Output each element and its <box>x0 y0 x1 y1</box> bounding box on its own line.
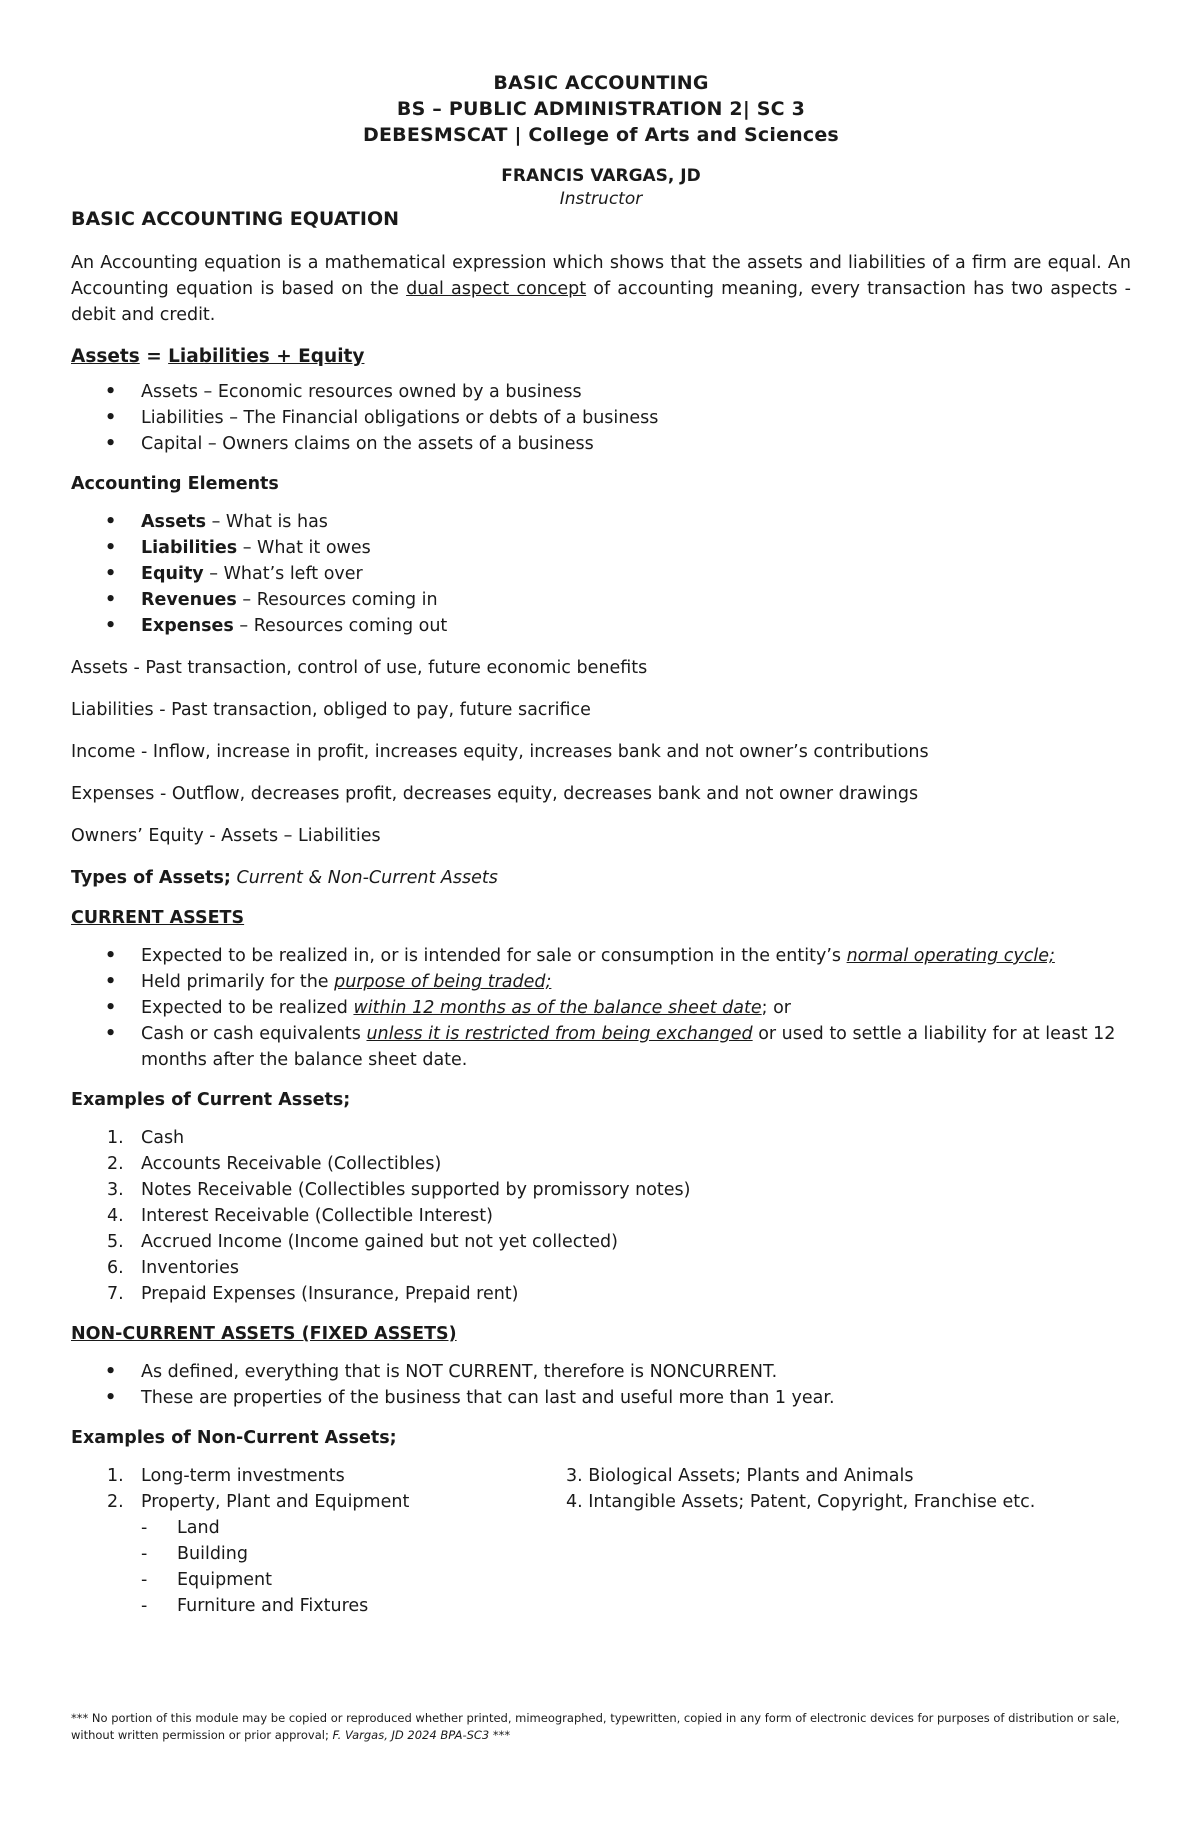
types-of-assets: Types of Assets; Current & Non-Current Assets <box>71 868 498 888</box>
instructor-name: FRANCIS VARGAS, JD <box>501 166 701 186</box>
list-item: • Cash or cash equivalents unless it is restricted from being exchanged or used to settle a liability for at least 12 months after the balance sheet date. <box>105 1024 1116 1070</box>
list-item: • Held primarily for the purpose of being traded; <box>105 972 552 992</box>
list-item: • Equity – What’s left over <box>105 564 363 584</box>
list-item: 1. Cash <box>107 1128 185 1148</box>
list-item: • Expected to be realized within 12 months as of the balance sheet date; or <box>105 998 791 1018</box>
list-item: - Furniture and Fixtures <box>141 1596 369 1616</box>
list-item: - Equipment <box>141 1570 272 1590</box>
list-item: 4. Interest Receivable (Collectible Interest) <box>107 1206 493 1226</box>
current-assets-list <box>71 943 1131 1073</box>
equation-rhs: Liabilities + Equity <box>168 346 365 367</box>
accounting-equation <box>71 346 1131 367</box>
non-current-examples-list <box>71 1463 566 1515</box>
list-item: • Revenues – Resources coming in <box>105 590 438 610</box>
liabilities-line: Liabilities - Past transaction, obliged to pay, future sacrifice <box>71 700 591 720</box>
list-item: 3. Biological Assets; Plants and Animals <box>566 1466 914 1486</box>
list-item: • Liabilities – What it owes <box>105 538 371 558</box>
current-examples-title: Examples of Current Assets; <box>71 1090 351 1110</box>
current-examples-list <box>71 1125 1131 1307</box>
list-item: 6. Inventories <box>107 1258 239 1278</box>
intro-paragraph <box>71 250 1131 328</box>
course-title: BASIC ACCOUNTING <box>493 72 709 94</box>
document-page <box>71 70 1131 1619</box>
list-item: 7. Prepaid Expenses (Insurance, Prepaid rent) <box>107 1284 519 1304</box>
list-item: - Land <box>141 1518 220 1538</box>
elements-list <box>71 509 1131 639</box>
equation-assets: Assets <box>71 346 140 367</box>
intro-text-1: An Accounting equation is a mathematical expression which shows that the assets and liabilities of a firm are equal. An Accounting equation is based on the <box>71 253 1131 299</box>
section-title: BASIC ACCOUNTING EQUATION <box>71 208 400 230</box>
list-item: • Expected to be realized in, or is intended for sale or consumption in the entity’s normal operating cycle; <box>105 946 1055 966</box>
list-item: • Liabilities – The Financial obligations or debts of a business <box>105 408 659 428</box>
instructor-role: Instructor <box>559 189 643 209</box>
elements-title: Accounting Elements <box>71 474 279 494</box>
list-item: • These are properties of the business that can last and useful more than 1 year. <box>105 1388 835 1408</box>
list-item: 2. Property, Plant and Equipment <box>107 1492 410 1512</box>
program-line: BS – PUBLIC ADMINISTRATION 2| SC 3 <box>396 98 806 120</box>
income-line: Income - Inflow, increase in profit, increases equity, increases bank and not owner’s contributions <box>71 742 929 762</box>
dual-aspect-concept-text: dual aspect concept <box>406 279 587 299</box>
ppe-sub-list <box>71 1515 566 1619</box>
list-item: • Capital – Owners claims on the assets of a business <box>105 434 594 454</box>
college-line: DEBESMSCAT | College of Arts and Sciences <box>363 124 839 146</box>
list-item: 2. Accounts Receivable (Collectibles) <box>107 1154 442 1174</box>
non-current-examples-title: Examples of Non-Current Assets; <box>71 1428 397 1448</box>
list-item: • Assets – What is has <box>105 512 328 532</box>
list-item: 4. Intangible Assets; Patent, Copyright, Franchise etc. <box>566 1492 1036 1512</box>
current-assets-heading: CURRENT ASSETS <box>71 908 245 928</box>
list-item: 1. Long-term investments <box>107 1466 345 1486</box>
assets-line: Assets - Past transaction, control of use, future economic benefits <box>71 658 648 678</box>
list-item: • Expenses – Resources coming out <box>105 616 448 636</box>
intro-text-2: of accounting meaning, every transaction has two aspects - debit and credit. <box>71 279 1131 325</box>
non-current-heading: NON-CURRENT ASSETS (FIXED ASSETS) <box>71 1324 457 1344</box>
list-item: 3. Notes Receivable (Collectibles supported by promissory notes) <box>107 1180 691 1200</box>
list-item: - Building <box>141 1544 248 1564</box>
list-item: 5. Accrued Income (Income gained but not yet collected) <box>107 1232 618 1252</box>
list-item: • Assets – Economic resources owned by a business <box>105 382 582 402</box>
equity-line: Owners’ Equity - Assets – Liabilities <box>71 826 381 846</box>
copyright-footer: *** No portion of this module may be copied or reproduced whether printed, mimeographed, typewritten, copied in any form of electronic devices for purposes of distribution or sale, without written permission or prior approval; F. Vargas, JD 2024 BPA-SC3 *** <box>71 1711 1120 1742</box>
non-current-examples <box>71 1463 1131 1619</box>
non-current-list <box>71 1359 1131 1411</box>
definitions-list <box>71 379 1131 457</box>
list-item: • As defined, everything that is NOT CURRENT, therefore is NONCURRENT. <box>105 1362 778 1382</box>
equation-equals: = <box>139 346 169 367</box>
expenses-line: Expenses - Outflow, decreases profit, decreases equity, decreases bank and not owner drawings <box>71 784 919 804</box>
